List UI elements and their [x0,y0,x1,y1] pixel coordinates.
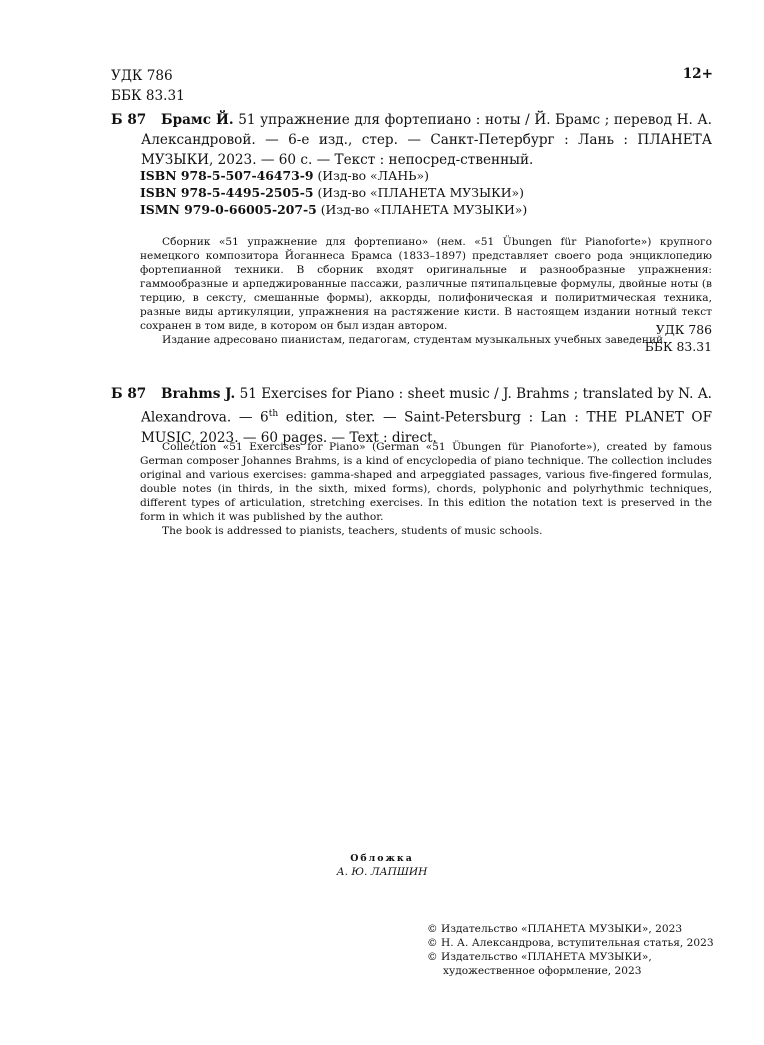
ru-catalog-card [111,110,712,170]
ru-card-author: Брамс Й. [161,112,234,128]
isbn-item [140,184,527,201]
cover-credit [0,853,764,879]
bbk-code: ББК 83.31 [644,339,712,354]
copyright-line: © Н. А. Александрова, вступительная статья, 2023 [427,937,714,949]
en-annotation-p1: Collection «51 Exercises for Piano» (German «51 Übungen für Pianoforte»), created by famous German composer Johannes Brahms, is a kind of encyclopedia of piano technique. The collection includes original and various exercises: gamma-shaped and arpeggiated passages, various five-fingered formulas, double notes (in thirds, in the sixth, mixed forms), chords, polyphonic and polyrhythmic techniques, different types of articulation, stretching exercises. In this edition the notation text is preserved in the form in which it was published by the author. [140,441,712,523]
en-card-desc-b: edition, ster. — Saint-Petersburg : Lan : THE PLANET OF MUSIC, 2023. — 60 pages. — Text : direct. [141,409,712,446]
ru-card-description: 51 упражнение для фортепиано : ноты / Й. Брамс ; перевод Н. А. Александровой. — 6-е изд., стер. — Санкт-Петербург : Лань : ПЛАНЕТА МУЗЫКИ, 2023. — 60 с. — Текст : непосред-ственный. [141,112,712,168]
top-classification [111,66,185,106]
ru-annotation-p1: Сборник «51 упражнение для фортепиано» (нем. «51 Übungen für Pianoforte») крупного немецкого композитора Йоганнеса Брамса (1833–1897) представляет своего рода энциклопедию фортепианной техники. В сборник входят оригинальные и разнообразные упражнения: гаммообразные и арпеджированные пассажи, различные пятипальцевые формулы, двойные ноты (в терцию, в сексту, смешанные формы), аккорды, полифоническая и полиритмическая техника, разные виды артикуляции, упражнения на растяжение кисти. В настоящем издании нотный текст сохранен в том виде, в котором он был издан автором. [140,236,712,332]
cover-label: Обложка [350,853,414,864]
bbk-code: ББК 83.31 [111,88,185,104]
copyright-line: © Издательство «ПЛАНЕТА МУЗЫКИ», 2023 [427,923,683,935]
copyright-block [427,922,714,978]
isbn-publisher: (Изд-во «ПЛАНЕТА МУЗЫКИ») [316,202,528,217]
ru-annotation [140,235,712,347]
en-card-sup: th [268,409,279,419]
ru-card-text [141,110,712,170]
en-annotation-p2: The book is addressed to pianists, teachers, students of music schools. [162,525,543,537]
age-rating: 12+ [682,66,713,82]
isbn-publisher: (Изд-во «ЛАНЬ») [313,168,429,183]
isbn-item [140,167,527,184]
cover-artist: А. Ю. ЛАПШИН [336,866,428,878]
ru-annotation-p2: Издание адресовано пианистам, педагогам, студентам музыкальных учебных заведений. [162,334,667,346]
udk-code: УДК 786 [111,68,173,84]
ru-card-code: Б 87 [111,112,147,128]
udk-code: УДК 786 [655,322,712,337]
right-classification [645,321,712,355]
en-card-code: Б 87 [111,386,147,402]
ismn-code: ISMN 979-0-66005-207-5 [140,202,317,217]
en-card-author: Brahms J. [161,386,236,402]
en-card-text [141,384,712,448]
isbn-publisher: (Изд-во «ПЛАНЕТА МУЗЫКИ») [313,185,524,200]
copyright-line: © Издательство «ПЛАНЕТА МУЗЫКИ», [427,951,652,963]
isbn-item [140,201,527,218]
en-annotation [140,440,712,538]
isbn-code: ISBN 978-5-507-46473-9 [140,168,314,183]
en-card-desc-a: 51 Exercises for Piano : sheet music / J. Brahms ; translated by N. A. Alexandrova. — 6 [141,386,712,426]
isbn-list [140,167,527,218]
copyright-line: художественное оформление, 2023 [443,965,642,977]
isbn-code: ISBN 978-5-4495-2505-5 [140,185,314,200]
en-catalog-card [111,384,712,448]
